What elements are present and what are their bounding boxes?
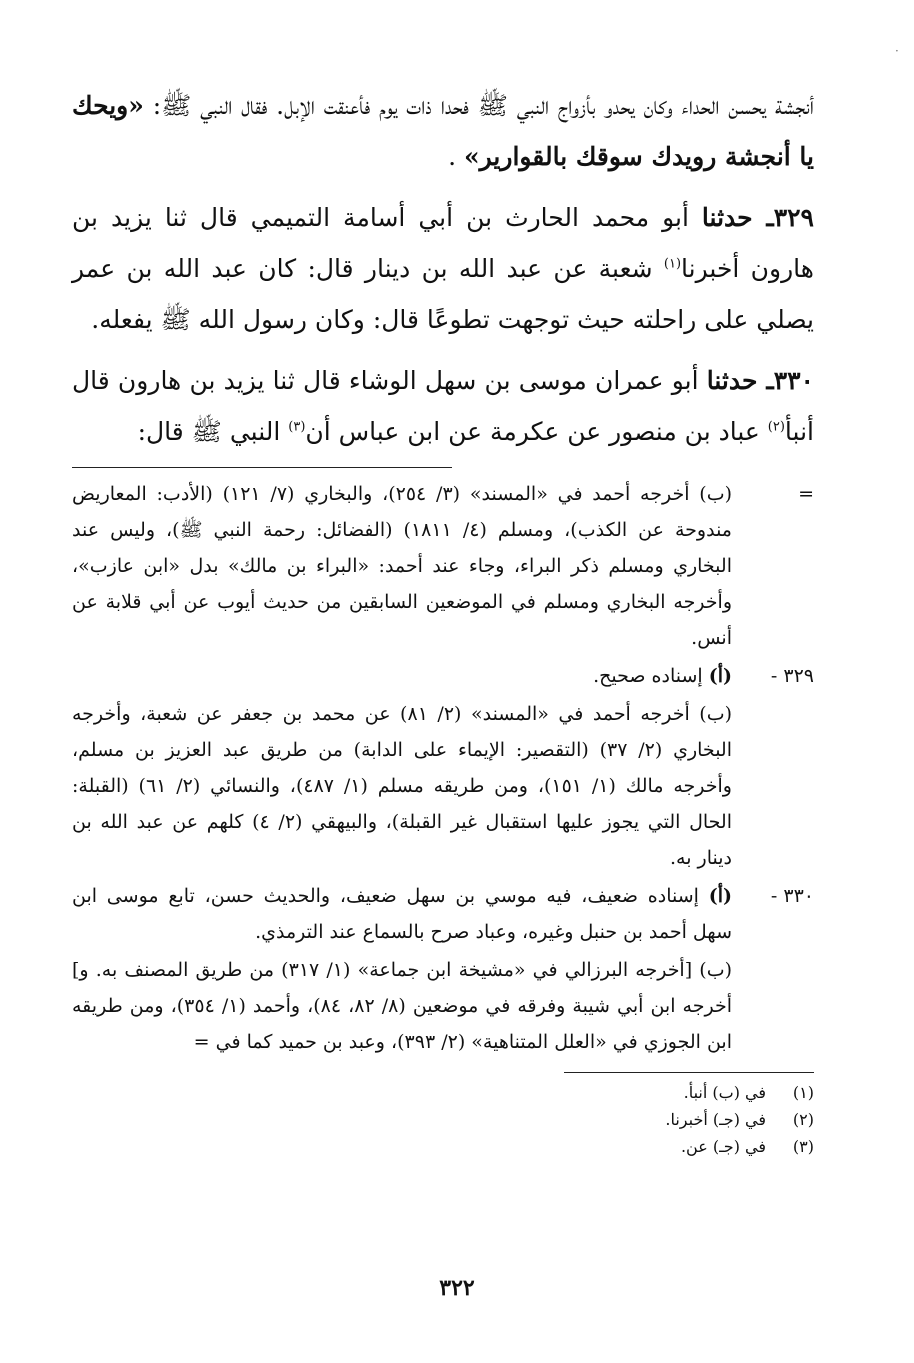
note-number: = (798, 483, 814, 505)
footnote-text: في (جـ) عن. (680, 1137, 766, 1156)
footnote-ref-1[interactable]: (١) (663, 256, 682, 272)
note-number: ٣٣٠ - (770, 885, 814, 907)
margin-mark: · (895, 44, 899, 58)
main-notes-divider (72, 467, 452, 468)
footnote-ref-2[interactable]: (٢) (767, 419, 785, 435)
footnote-1 (72, 1079, 814, 1106)
p3-text-3: النبي ﷺ قال: (137, 417, 289, 446)
note-label: (أ) (708, 665, 732, 687)
note-329-b (72, 696, 814, 876)
p2-text-2: شعبة عن عبد الله بن دينار قال: كان عبد الله بن عمر يصلي على راحلته حيث توجهت تطوعًا قال: وكان رسول الله ﷺ يفعله. (72, 254, 814, 334)
main-text (72, 80, 814, 457)
footnote-text: في (جـ) أخبرنا. (665, 1110, 766, 1129)
page-content (72, 80, 814, 1160)
hadith-quote: «ويحك يا أنجشة رويدك سوقك بالقوارير» (72, 91, 814, 171)
note-body (72, 658, 732, 694)
footnote-number: (٣) (792, 1137, 814, 1156)
paragraph-330 (72, 355, 814, 457)
note-body: (ب) أخرجه أحمد في «المسند» (٢/ ٨١) عن محمد بن جعفر عن شعبة، وأخرجه البخاري (٢/ ٣٧) (التقصير: الإيماء على الدابة) من طريق عبد العزيز بن مسلم، وأخرجه مالك (١/ ١٥١)، ومن طريقه مسلم (١/ ٤٨٧)، والنسائي (٢/ ٦١) (القبلة: الحال التي يجوز عليها استقبال غير القبلة)، والبيهقي (٢/ ٤) كلهم عن عبد الله بن دينار به. (72, 703, 733, 869)
note-continued (72, 476, 814, 656)
footnotes (72, 1079, 814, 1160)
hadith-number-330: ٣٣٠ـ حدثنا (706, 366, 814, 395)
footnote-number: (١) (792, 1083, 814, 1102)
note-body: (ب) أخرجه أحمد في «المسند» (٣/ ٢٥٤)، والبخاري (٧/ ١٢١) (الأدب: المعاريض مندوحة عن الكذب)، ومسلم (٤/ ١٨١١) (الفضائل: رحمة النبي ﷺ)، وليس عند البخاري ومسلم ذكر البراء، وجاء عند أحمد: «البراء بن مالك» بدل «ابن عازب»، وأخرجه البخاري ومسلم في الموضعين السابقين من حديث أيوب عن أبي قلابة عن أنس. (72, 483, 732, 649)
note-label: (أ) (708, 885, 732, 907)
commentary-notes (72, 476, 814, 1060)
p1-end: . (448, 142, 464, 171)
note-330-a (72, 878, 814, 950)
p3-text-2: عباد بن منصور عن عكرمة عن ابن عباس أن (305, 417, 768, 446)
p2-text-1: أبو محمد الحارث بن أبي أسامة التميمي قال ثنا يزيد بن هارون أخبرنا (72, 203, 814, 283)
note-329-a (72, 658, 814, 694)
note-body: (ب) [أخرجه البرزالي في «مشيخة ابن جماعة» (١/ ٣١٧) من طريق المصنف به. و] أخرجه ابن أبي شيبة وفرقه في موضعين (٨/ ٨٢، ٨٤)، وأحمد (١/ ٣٥٤)، ومن طريقه ابن الجوزي في «العلل المتناهية» (٢/ ٣٩٣)، وعبد بن حميد كما في = (72, 959, 732, 1053)
footnote-number: (٢) (792, 1110, 814, 1129)
hadith-number-329: ٣٢٩ـ حدثنا (701, 203, 814, 232)
note-text: إسناده صحيح. (593, 665, 709, 687)
note-body (72, 878, 732, 950)
footnote-text: في (ب) أنبأ. (683, 1083, 766, 1102)
paragraph-329 (72, 192, 814, 345)
p3-text-1: أبو عمران موسى بن سهل الوشاء قال ثنا يزيد بن هارون قال أنبأ (72, 366, 814, 446)
p1-text: أنجشة يحسن الحداء وكان يحدو بأزواج النبي ﷺ فحدا ذات يوم فأعنقت الإبل. فقال النبي ﷺ: (143, 91, 814, 120)
note-330-b (72, 952, 814, 1060)
footnote-ref-3[interactable]: (٣) (288, 419, 306, 435)
note-number: ٣٢٩ - (770, 665, 814, 687)
paragraph-1 (72, 80, 814, 182)
footnote-2 (72, 1106, 814, 1133)
footnote-3 (72, 1133, 814, 1160)
note-text: إسناده ضعيف، فيه موسي بن سهل ضعيف، والحديث حسن، تابع موسى ابن سهل أحمد بن حنبل وغيره، وعباد صرح بالسماع عند الترمذي. (72, 885, 732, 943)
footnotes-divider (564, 1072, 814, 1073)
page-number: ٣٢٢ (439, 1275, 475, 1301)
